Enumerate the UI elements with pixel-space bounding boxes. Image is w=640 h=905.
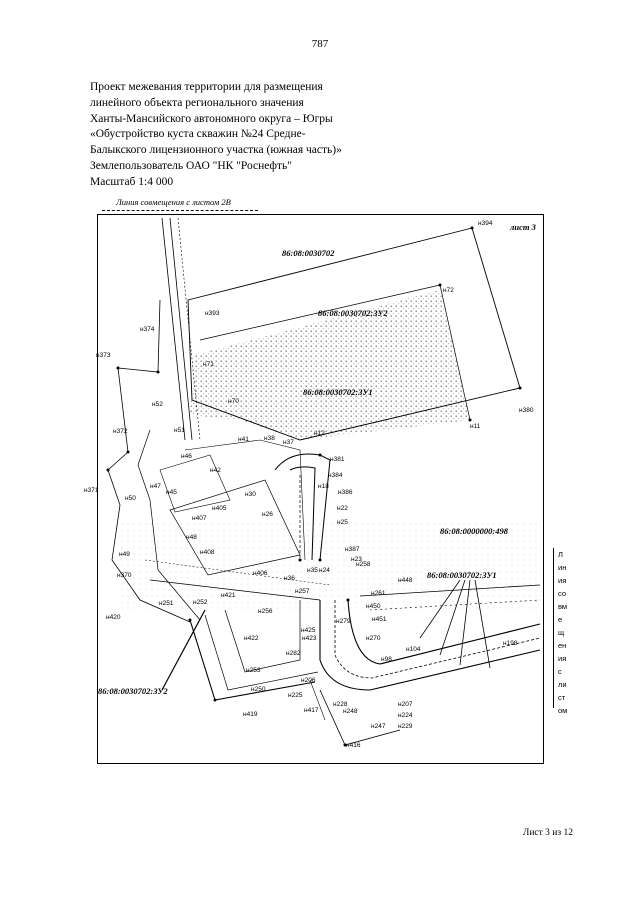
point-label: н47 (150, 483, 161, 490)
title-line: Проект межевания территории для размещения (90, 81, 323, 93)
sheet-counter: Лист 3 из 12 (522, 828, 573, 838)
point-label: н228 (333, 701, 348, 708)
sheet-label: лист 3 (510, 222, 536, 232)
margin-note-char: со (558, 589, 567, 598)
margin-note-char: ом (558, 706, 568, 715)
point-label: н373 (96, 352, 111, 359)
point-label: н371 (84, 487, 99, 494)
point-label: н71 (203, 361, 214, 368)
point-label: н416 (346, 742, 361, 749)
point-label: н261 (371, 590, 386, 597)
point-label: н374 (140, 326, 155, 333)
point-label: н257 (295, 588, 310, 595)
parcel-label-other: 86:08:0000000:498 (440, 526, 508, 536)
point-label: н24 (319, 567, 330, 574)
parcel-label-zu2-bottom: 86:08:0030702:ЗУ2 (98, 686, 168, 696)
point-label: н207 (398, 701, 413, 708)
point-label: н98 (381, 656, 392, 663)
point-label: н38 (264, 435, 275, 442)
point-label: н421 (221, 592, 236, 599)
point-label: н425 (301, 627, 316, 634)
point-label: н48 (186, 534, 197, 541)
point-label: н250 (251, 686, 266, 693)
point-label: н45 (166, 489, 177, 496)
margin-note-char: Л (558, 550, 563, 559)
point-label: н408 (200, 549, 215, 556)
point-label: н25 (337, 519, 348, 526)
parcel-label-block: 86:08:0030702 (282, 248, 335, 258)
point-label: н247 (371, 723, 386, 730)
point-label: н372 (113, 428, 128, 435)
parcel-label-zu1: 86:08:0030702:ЗУ1 (303, 387, 373, 397)
title-line: Балыкского лицензионного участка (южная часть)» (90, 144, 342, 157)
margin-note-char: с (558, 667, 562, 676)
margin-note-char: е (558, 615, 563, 624)
point-label: н251 (159, 600, 174, 607)
point-label: н30 (245, 491, 256, 498)
point-label: н406 (253, 570, 268, 577)
point-label: н387 (345, 546, 360, 553)
point-label: н253 (246, 667, 261, 674)
point-label: н26 (262, 511, 273, 518)
point-label: н420 (106, 614, 121, 621)
point-label: н23 (351, 556, 362, 563)
point-label: н282 (286, 650, 301, 657)
point-label: н49 (119, 551, 130, 558)
point-label: н51 (174, 427, 185, 434)
point-label: н35 (307, 567, 318, 574)
point-label: н393 (205, 310, 220, 317)
margin-note-char: вм (558, 602, 568, 611)
land-user-line: Землепользователь ОАО "НК "Роснефть" (90, 159, 292, 172)
point-label: н380 (519, 407, 534, 414)
point-label: н450 (366, 603, 381, 610)
parcel-label-zu2: 86:08:0030702:ЗУ2 (318, 308, 388, 318)
point-label: н70 (228, 398, 239, 405)
point-label: н224 (398, 712, 413, 719)
parcel-label-zu1-right: 86:08:0030702:ЗУ1 (427, 570, 497, 580)
title-line: Ханты-Мансийского автономного округа – Югры (90, 112, 333, 125)
title-line: «Обустройство куста скважин №24 Средне- (90, 128, 306, 141)
margin-note-char: ия (558, 576, 567, 585)
point-label: н12 (314, 430, 325, 437)
point-label: н104 (406, 646, 421, 653)
point-label: н279 (336, 618, 351, 625)
point-label: н394 (478, 220, 493, 227)
point-label: н11 (470, 423, 481, 430)
point-label: н22 (337, 505, 348, 512)
margin-note-char: ия (558, 654, 567, 663)
point-label: н405 (212, 505, 227, 512)
point-label: н206 (301, 677, 316, 684)
margin-note-char: ин (558, 563, 567, 572)
margin-note-char: щ (558, 628, 565, 637)
point-label: н36 (284, 575, 295, 582)
scale-line: Масштаб 1:4 000 (90, 175, 174, 188)
point-label: н448 (398, 577, 413, 584)
point-label: н417 (304, 707, 319, 714)
point-label: н248 (343, 708, 358, 715)
point-label: н370 (117, 572, 132, 579)
point-label: н50 (125, 495, 136, 502)
margin-note-char: ст (558, 693, 566, 702)
point-label: н72 (443, 287, 454, 294)
point-label: н381 (330, 456, 345, 463)
point-label: н37 (283, 439, 294, 446)
page-number: 787 (311, 38, 329, 50)
point-label: н256 (258, 608, 273, 615)
point-label: н198 (503, 640, 518, 647)
point-label: н270 (366, 635, 381, 642)
point-label: н229 (398, 723, 413, 730)
margin-note-char: ен (558, 641, 567, 650)
margin-note-char: ли (558, 680, 567, 689)
point-label: н422 (244, 635, 259, 642)
point-label: н252 (193, 599, 208, 606)
point-label: н384 (328, 472, 343, 479)
point-label: н41 (238, 436, 249, 443)
point-label: н225 (288, 692, 303, 699)
point-label: н52 (152, 401, 163, 408)
point-label: н258 (356, 561, 371, 568)
title-line: линейного объекта регионального значения (90, 96, 304, 109)
point-label: н42 (210, 467, 221, 474)
point-label: н18 (318, 483, 329, 490)
point-label: н419 (243, 711, 258, 718)
point-label: н407 (192, 515, 207, 522)
junction-line-label: Линия совмещения с листом 2В (116, 197, 231, 207)
point-label: н386 (338, 489, 353, 496)
point-label: н46 (181, 453, 192, 460)
right-margin-note (553, 548, 576, 715)
point-label: н451 (372, 616, 387, 623)
point-label: н423 (302, 635, 317, 642)
